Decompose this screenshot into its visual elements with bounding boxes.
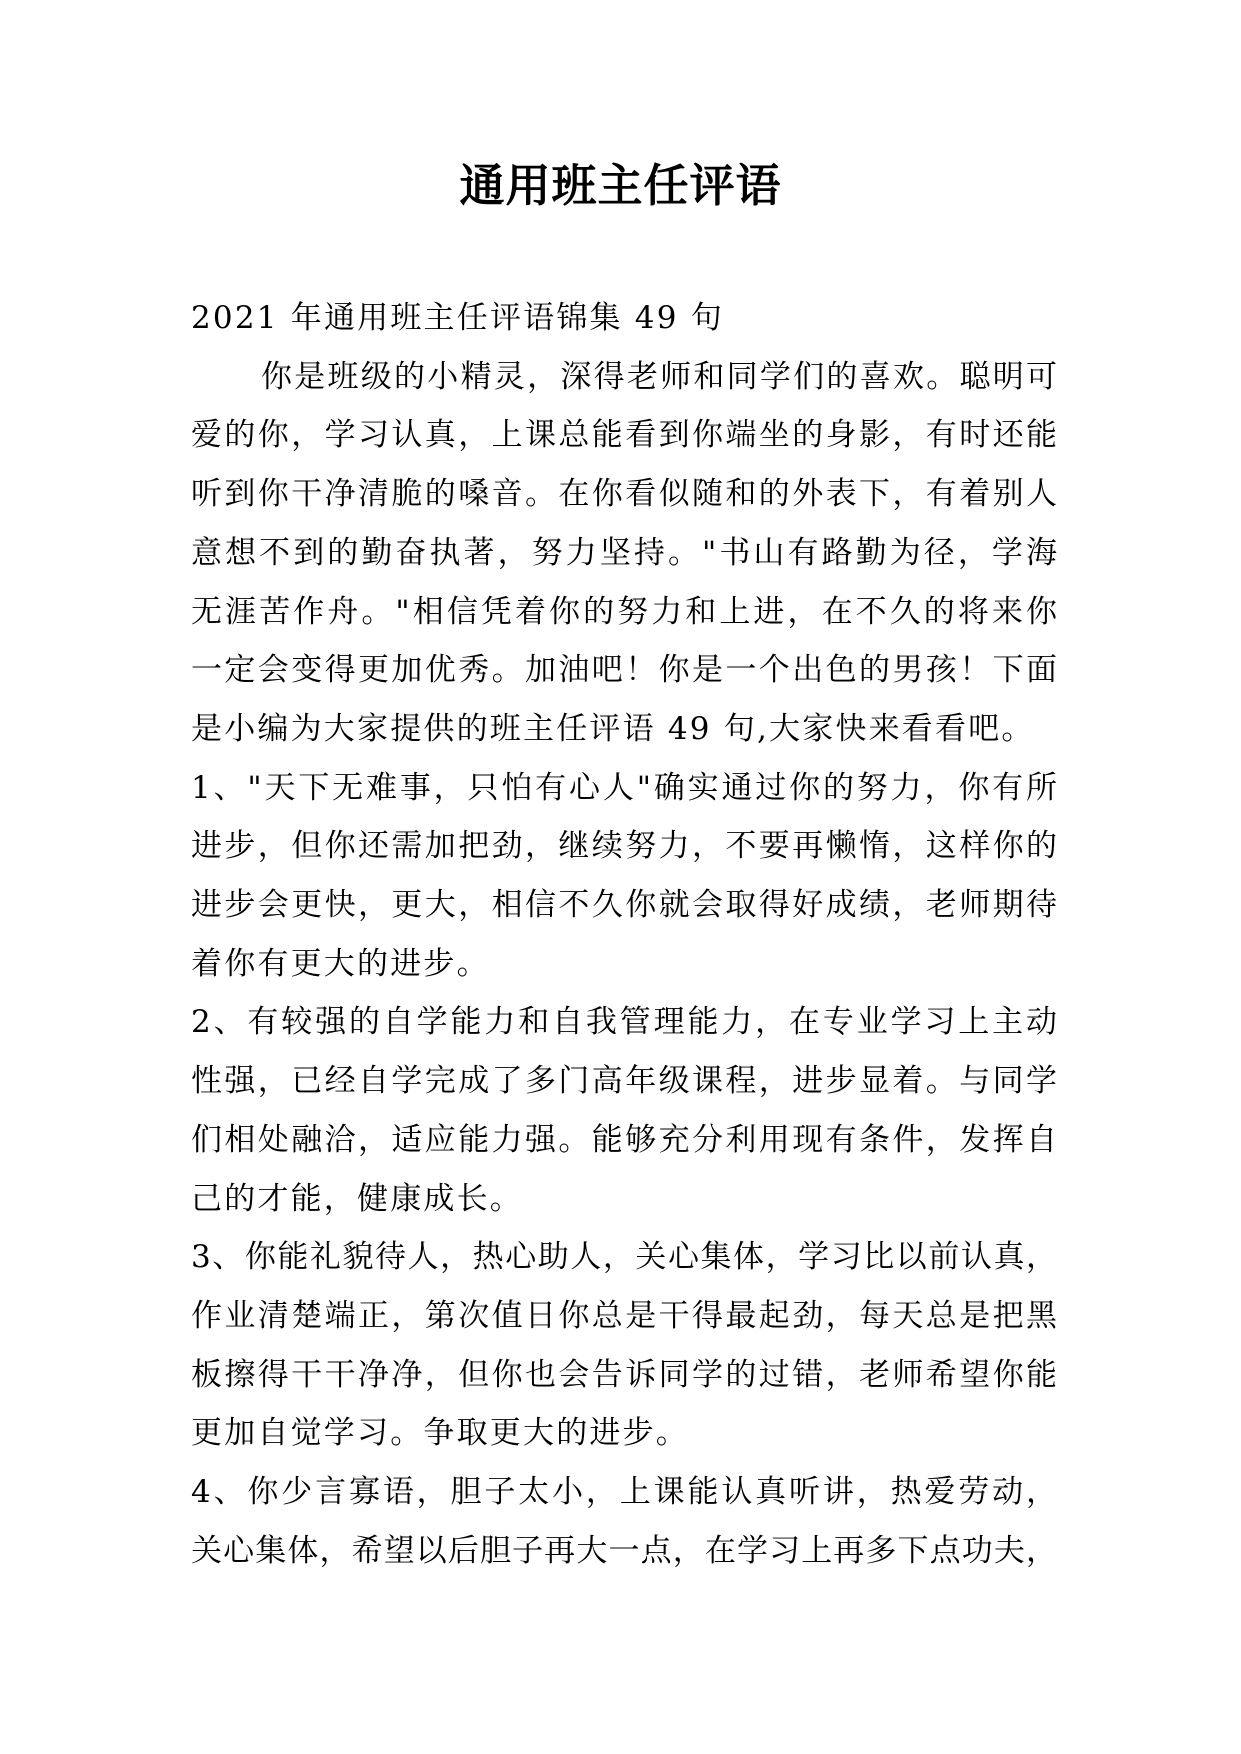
text-line: 作业清楚端正，第次值日你总是干得最起劲，每天总是把黑 <box>191 1297 1057 1334</box>
text-line: 着你有更大的进步。 <box>191 945 490 982</box>
paragraph-intro <box>191 348 1057 759</box>
text-line: 爱的你，学习认真，上课总能看到你端坐的身影，有时还能 <box>191 417 1057 454</box>
paragraph-item-4 <box>191 1463 1057 1580</box>
text-line: 你是班级的小精灵，深得老师和同学们的喜欢。聪明可 <box>261 358 1057 395</box>
paragraph-item-3 <box>191 1228 1057 1463</box>
text-line: 2、有较强的自学能力和自我管理能力，在专业学习上主动 <box>191 1004 1057 1041</box>
document-title: 通用班主任评语 <box>459 159 782 212</box>
text-line: 更加自觉学习。争取更大的进步。 <box>191 1415 689 1452</box>
text-line: 无涯苦作舟。"相信凭着你的努力和上进，在不久的将来你 <box>191 593 1057 630</box>
text-line: 进步，但你还需加把劲，继续努力，不要再懒惰，这样你的 <box>191 828 1057 865</box>
text-line: 意想不到的勤奋执著，努力坚持。"书山有路勤为径，学海 <box>191 534 1057 571</box>
text-line: 性强，已经自学完成了多门高年级课程，进步显着。与同学 <box>191 1063 1057 1100</box>
text-line: 板擦得干干净净，但你也会告诉同学的过错，老师希望你能 <box>191 1356 1057 1393</box>
text-line: 3、你能礼貌待人，热心助人，关心集体，学习比以前认真， <box>191 1239 1057 1276</box>
text-line: 进步会更快，更大，相信不久你就会取得好成绩，老师期待 <box>191 887 1057 924</box>
text-line: 一定会变得更加优秀。加油吧！你是一个出色的男孩！下面 <box>191 652 1057 689</box>
text-line: 关心集体，希望以后胆子再大一点，在学习上再多下点功夫， <box>191 1532 1057 1569</box>
text-line: 4、你少言寡语，胆子太小，上课能认真听讲，热爱劳动， <box>191 1474 1057 1511</box>
text-line: 们相处融洽，适应能力强。能够充分利用现有条件，发挥自 <box>191 1121 1057 1158</box>
text-line: 是小编为大家提供的班主任评语 49 句,大家快来看看吧。 <box>191 710 1035 747</box>
text-line: 听到你干净清脆的嗓音。在你看似随和的外表下，有着别人 <box>191 476 1057 513</box>
paragraph-item-1 <box>191 759 1057 994</box>
document-subtitle: 2021 年通用班主任评语锦集 49 句 <box>191 300 724 336</box>
paragraph-item-2 <box>191 993 1057 1228</box>
document-body <box>191 289 1057 1580</box>
text-line: 己的才能，健康成长。 <box>191 1180 523 1217</box>
text-line: 1、"天下无难事，只怕有心人"确实通过你的努力，你有所 <box>191 769 1057 806</box>
